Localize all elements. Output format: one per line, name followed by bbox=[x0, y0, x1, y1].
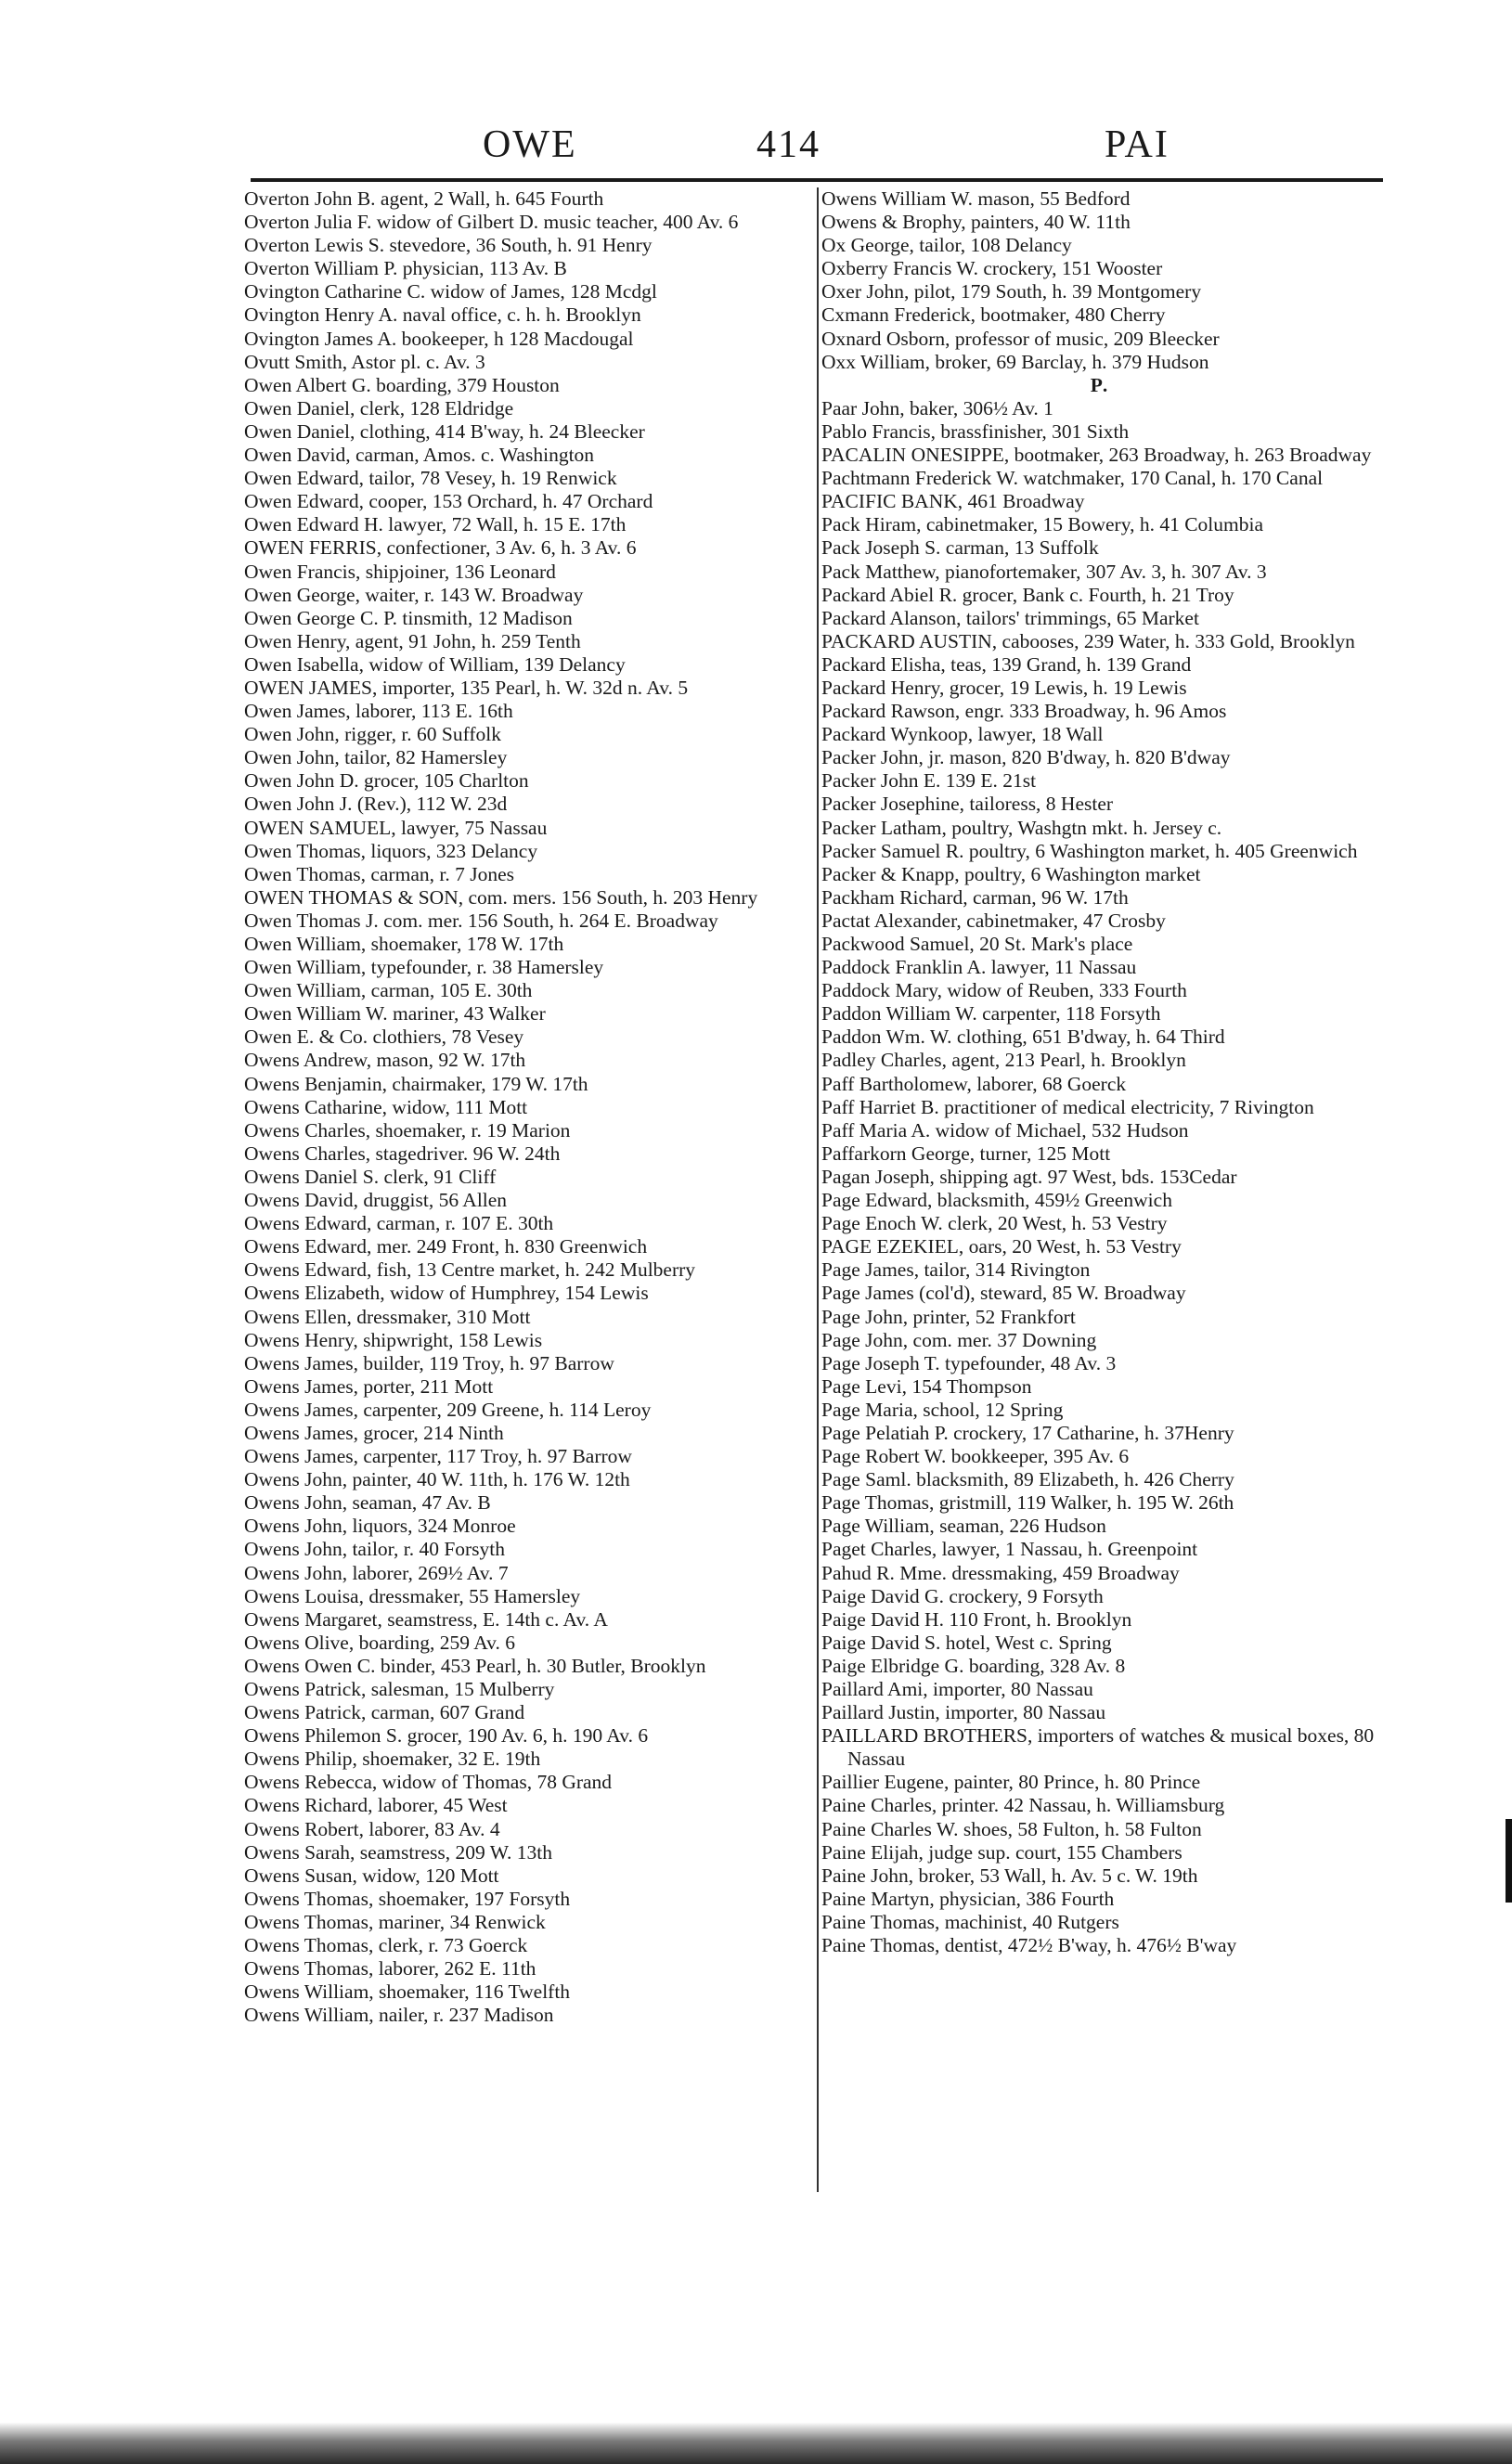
directory-entry: Pablo Francis, brassfinisher, 301 Sixth bbox=[821, 419, 1130, 443]
directory-entry: Owen William W. mariner, 43 Walker bbox=[244, 1002, 546, 1026]
directory-entry: Packer John, jr. mason, 820 B'dway, h. 820 B'dway bbox=[821, 746, 1231, 769]
directory-entry: Paine Thomas, dentist, 472½ B'way, h. 476½ B'way bbox=[821, 1934, 1237, 1957]
directory-entry: Paine Charles W. shoes, 58 Fulton, h. 58 Fulton bbox=[821, 1817, 1202, 1840]
directory-entry: Owen Edward H. lawyer, 72 Wall, h. 15 E. 17th bbox=[244, 513, 627, 536]
directory-entry: Paar John, baker, 306½ Av. 1 bbox=[821, 396, 1053, 419]
directory-entry: Paige Elbridge G. boarding, 328 Av. 8 bbox=[821, 1654, 1126, 1677]
directory-entry: Oxer John, pilot, 179 South, h. 39 Montgomery bbox=[821, 280, 1202, 303]
directory-entry: Owens James, carpenter, 117 Troy, h. 97 Barrow bbox=[244, 1445, 632, 1468]
directory-entry: Owens Richard, laborer, 45 West bbox=[244, 1794, 508, 1817]
directory-entry: Owens Philip, shoemaker, 32 E. 19th bbox=[244, 1748, 541, 1771]
directory-entry: Owen Thomas, carman, r. 7 Jones bbox=[244, 862, 514, 885]
directory-entry: Packard Alanson, tailors' trimmings, 65 Market bbox=[821, 606, 1199, 629]
directory-entry: Owens Robert, laborer, 83 Av. 4 bbox=[244, 1817, 500, 1840]
directory-entry: Owens Benjamin, chairmaker, 179 W. 17th bbox=[244, 1072, 588, 1095]
directory-entry: Packard Wynkoop, lawyer, 18 Wall bbox=[821, 723, 1104, 746]
directory-entry: Owens Charles, shoemaker, r. 19 Marion bbox=[244, 1118, 571, 1142]
directory-entry: Owen John, rigger, r. 60 Suffolk bbox=[244, 723, 502, 746]
directory-entry: Packer Samuel R. poultry, 6 Washington market, h. 405 Greenwich bbox=[821, 839, 1358, 862]
directory-entry: Owens Thomas, laborer, 262 E. 11th bbox=[244, 1957, 536, 1980]
directory-entry: Oxnard Osborn, professor of music, 209 Bleecker bbox=[821, 327, 1220, 350]
directory-entry: Page Enoch W. clerk, 20 West, h. 53 Vestry bbox=[821, 1212, 1168, 1235]
right-column-bottom bbox=[821, 397, 1378, 1957]
directory-entry: Owens Margaret, seamstress, E. 14th c. Av. A bbox=[244, 1607, 608, 1631]
directory-entry: Owens Susan, widow, 120 Mott bbox=[244, 1864, 499, 1887]
directory-entry: Overton Lewis S. stevedore, 36 South, h. 91 Henry bbox=[244, 234, 653, 257]
directory-entry: PAGE EZEKIEL, oars, 20 West, h. 53 Vestry bbox=[821, 1235, 1182, 1258]
directory-entry: Paine John, broker, 53 Wall, h. Av. 5 c. W. 19th bbox=[821, 1864, 1198, 1887]
directory-entry: Owens John, painter, 40 W. 11th, h. 176 W. 12th bbox=[244, 1468, 630, 1491]
directory-entry: Ovutt Smith, Astor pl. c. Av. 3 bbox=[244, 350, 485, 373]
header-left-guide: OWE bbox=[483, 123, 577, 166]
directory-entry: PAILLARD BROTHERS, importers of watches & musical boxes, 80 Nassau bbox=[821, 1724, 1375, 1771]
directory-entry: Owens Thomas, shoemaker, 197 Forsyth bbox=[244, 1887, 571, 1910]
directory-entry: Page Pelatiah P. crockery, 17 Catharine, h. 37Henry bbox=[821, 1421, 1234, 1444]
directory-entry: Owens James, builder, 119 Troy, h. 97 Barrow bbox=[244, 1351, 614, 1374]
directory-entry: Owen John, tailor, 82 Hamersley bbox=[244, 746, 508, 769]
directory-entry: Paillard Justin, importer, 80 Nassau bbox=[821, 1701, 1106, 1724]
directory-entry: Owen Henry, agent, 91 John, h. 259 Tenth bbox=[244, 629, 581, 652]
directory-entry: Owens James, porter, 211 Mott bbox=[244, 1374, 494, 1398]
directory-entry: Paddon William W. carpenter, 118 Forsyth bbox=[821, 1002, 1161, 1026]
directory-entry: Paine Thomas, machinist, 40 Rutgers bbox=[821, 1910, 1119, 1933]
directory-entry: Oxx William, broker, 69 Barclay, h. 379 Hudson bbox=[821, 350, 1209, 373]
directory-entry: Page John, printer, 52 Frankfort bbox=[821, 1305, 1076, 1328]
directory-entry: Paddock Mary, widow of Reuben, 333 Fourth bbox=[821, 979, 1187, 1002]
directory-entry: Owen John D. grocer, 105 Charlton bbox=[244, 769, 529, 793]
left-column bbox=[244, 187, 815, 2027]
directory-entry: Owens & Brophy, painters, 40 W. 11th bbox=[821, 211, 1131, 234]
directory-entry: Owens Rebecca, widow of Thomas, 78 Grand bbox=[244, 1771, 613, 1794]
directory-entry: Page William, seaman, 226 Hudson bbox=[821, 1515, 1106, 1538]
directory-entry: Page Edward, blacksmith, 459½ Greenwich bbox=[821, 1189, 1172, 1212]
directory-entry: Cxmann Frederick, bootmaker, 480 Cherry bbox=[821, 303, 1166, 327]
directory-entry: Packer John E. 139 E. 21st bbox=[821, 769, 1037, 793]
directory-entry: Packard Henry, grocer, 19 Lewis, h. 19 Lewis bbox=[821, 676, 1187, 699]
directory-entry: Page Robert W. bookkeeper, 395 Av. 6 bbox=[821, 1445, 1130, 1468]
directory-entry: Paddock Franklin A. lawyer, 11 Nassau bbox=[821, 956, 1137, 979]
directory-entry: Owen George C. P. tinsmith, 12 Madison bbox=[244, 606, 573, 629]
directory-entry: Pactat Alexander, cabinetmaker, 47 Crosby bbox=[821, 909, 1166, 932]
directory-entry: Ovington James A. bookeeper, h 128 Macdougal bbox=[244, 327, 634, 350]
directory-entry: OWEN SAMUEL, lawyer, 75 Nassau bbox=[244, 816, 548, 839]
column-divider bbox=[817, 187, 819, 2192]
directory-entry: Owens Catharine, widow, 111 Mott bbox=[244, 1095, 528, 1118]
directory-entry: PACALIN ONESIPPE, bootmaker, 263 Broadway, h. 263 Broadway bbox=[821, 444, 1372, 467]
directory-entry: Owen Daniel, clothing, 414 B'way, h. 24 Bleecker bbox=[244, 419, 645, 443]
directory-entry: Owen Edward, cooper, 153 Orchard, h. 47 Orchard bbox=[244, 490, 653, 513]
directory-entry: Page Joseph T. typefounder, 48 Av. 3 bbox=[821, 1351, 1117, 1374]
directory-entry: Owen Daniel, clerk, 128 Eldridge bbox=[244, 396, 514, 419]
directory-entry: Paillier Eugene, painter, 80 Prince, h. 80 Prince bbox=[821, 1771, 1201, 1794]
directory-entry: Overton Julia F. widow of Gilbert D. music teacher, 400 Av. 6 bbox=[244, 211, 739, 234]
directory-entry: Owens Sarah, seamstress, 209 W. 13th bbox=[244, 1840, 553, 1864]
directory-entry: Pagan Joseph, shipping agt. 97 West, bds. 153Cedar bbox=[821, 1165, 1237, 1188]
directory-entry: Page John, com. mer. 37 Downing bbox=[821, 1328, 1097, 1351]
directory-entry: Owen David, carman, Amos. c. Washington bbox=[244, 444, 595, 467]
directory-entry: Paff Harriet B. practitioner of medical electricity, 7 Rivington bbox=[821, 1095, 1314, 1118]
directory-entry: Page Saml. blacksmith, 89 Elizabeth, h. 426 Cherry bbox=[821, 1468, 1234, 1491]
header-rule bbox=[251, 178, 1383, 182]
directory-entry: Owen E. & Co. clothiers, 78 Vesey bbox=[244, 1026, 524, 1049]
page-header bbox=[251, 119, 1383, 171]
directory-entry: Owens John, tailor, r. 40 Forsyth bbox=[244, 1538, 506, 1561]
directory-entry: Packer Latham, poultry, Washgtn mkt. h. Jersey c. bbox=[821, 816, 1222, 839]
directory-entry: Owens William, nailer, r. 237 Madison bbox=[244, 2004, 554, 2027]
directory-entry: Padley Charles, agent, 213 Pearl, h. Brooklyn bbox=[821, 1049, 1186, 1072]
directory-entry: Oxberry Francis W. crockery, 151 Wooster bbox=[821, 257, 1163, 280]
directory-entry: Owens Henry, shipwright, 158 Lewis bbox=[244, 1328, 543, 1351]
directory-entry: Owen Thomas, liquors, 323 Delancy bbox=[244, 839, 538, 862]
directory-entry: Owens James, carpenter, 209 Greene, h. 114 Leroy bbox=[244, 1398, 652, 1421]
directory-entry: Owens Charles, stagedriver. 96 W. 24th bbox=[244, 1142, 561, 1165]
directory-entry: Owens Daniel S. clerk, 91 Cliff bbox=[244, 1165, 497, 1188]
header-right-guide: PAI bbox=[1105, 123, 1170, 166]
directory-entry: Owen William, typefounder, r. 38 Hamersley bbox=[244, 956, 604, 979]
directory-entry: OWEN JAMES, importer, 135 Pearl, h. W. 32d n. Av. 5 bbox=[244, 676, 689, 699]
directory-entry: Packwood Samuel, 20 St. Mark's place bbox=[821, 933, 1133, 955]
directory-entry: Ovington Catharine C. widow of James, 128 Mcdgl bbox=[244, 280, 657, 303]
directory-entry: Owens John, seaman, 47 Av. B bbox=[244, 1491, 491, 1515]
right-column bbox=[821, 187, 1378, 1957]
directory-entry: Owens Philemon S. grocer, 190 Av. 6, h. 190 Av. 6 bbox=[244, 1724, 649, 1748]
directory-entry: Owen Francis, shipjoiner, 136 Leonard bbox=[244, 560, 556, 583]
directory-entry: Ovington Henry A. naval office, c. h. h. Brooklyn bbox=[244, 303, 641, 327]
directory-entry: Owens Olive, boarding, 259 Av. 6 bbox=[244, 1631, 516, 1654]
directory-entry: OWEN THOMAS & SON, com. mers. 156 South, h. 203 Henry bbox=[244, 885, 758, 909]
scan-edge-mark bbox=[1506, 1819, 1512, 1903]
directory-entry: Packer & Knapp, poultry, 6 Washington market bbox=[821, 862, 1201, 885]
directory-entry: PACKARD AUSTIN, cabooses, 239 Water, h. 333 Gold, Brooklyn bbox=[821, 629, 1355, 652]
directory-entry: OWEN FERRIS, confectioner, 3 Av. 6, h. 3 Av. 6 bbox=[244, 536, 637, 560]
directory-entry: Page James, tailor, 314 Rivington bbox=[821, 1258, 1091, 1282]
directory-entry: Owens Edward, fish, 13 Centre market, h. 242 Mulberry bbox=[244, 1258, 696, 1282]
directory-entry: Owens Edward, carman, r. 107 E. 30th bbox=[244, 1212, 554, 1235]
directory-entry: Owen Isabella, widow of William, 139 Delancy bbox=[244, 652, 626, 676]
directory-entry: Owens William, shoemaker, 116 Twelfth bbox=[244, 1980, 571, 2004]
directory-entry: Paine Martyn, physician, 386 Fourth bbox=[821, 1887, 1115, 1910]
directory-entry: Pack Joseph S. carman, 13 Suffolk bbox=[821, 536, 1099, 560]
directory-entry: Owen Albert G. boarding, 379 Houston bbox=[244, 373, 560, 396]
directory-entry: Ox George, tailor, 108 Delancy bbox=[821, 234, 1072, 257]
directory-entry: Paine Elijah, judge sup. court, 155 Chambers bbox=[821, 1840, 1182, 1864]
directory-entry: Paige David G. crockery, 9 Forsyth bbox=[821, 1584, 1104, 1607]
directory-entry: Owens David, druggist, 56 Allen bbox=[244, 1189, 508, 1212]
directory-entry: Overton John B. agent, 2 Wall, h. 645 Fourth bbox=[244, 187, 604, 210]
directory-entry: Page James (col'd), steward, 85 W. Broadway bbox=[821, 1282, 1186, 1305]
right-column-top bbox=[821, 187, 1378, 374]
directory-entry: Owens Andrew, mason, 92 W. 17th bbox=[244, 1049, 526, 1072]
directory-entry: Paff Maria A. widow of Michael, 532 Hudson bbox=[821, 1118, 1189, 1142]
directory-entry: Packham Richard, carman, 96 W. 17th bbox=[821, 885, 1129, 909]
directory-entry: Packard Rawson, engr. 333 Broadway, h. 96 Amos bbox=[821, 700, 1227, 723]
directory-entry: Pahud R. Mme. dressmaking, 459 Broadway bbox=[821, 1561, 1180, 1584]
directory-entry: Packer Josephine, tailoress, 8 Hester bbox=[821, 793, 1114, 816]
directory-entry: Paige David S. hotel, West c. Spring bbox=[821, 1631, 1112, 1654]
directory-entry: Paddon Wm. W. clothing, 651 B'dway, h. 64 Third bbox=[821, 1026, 1225, 1049]
directory-entry: Owens Edward, mer. 249 Front, h. 830 Greenwich bbox=[244, 1235, 648, 1258]
directory-entry: Owens Louisa, dressmaker, 55 Hamersley bbox=[244, 1584, 581, 1607]
directory-entry: Pack Matthew, pianofortemaker, 307 Av. 3, h. 307 Av. 3 bbox=[821, 560, 1267, 583]
directory-entry: Owen George, waiter, r. 143 W. Broadway bbox=[244, 583, 584, 606]
directory-entry: Owen William, shoemaker, 178 W. 17th bbox=[244, 933, 564, 955]
directory-entry: Owens James, grocer, 214 Ninth bbox=[244, 1421, 504, 1444]
directory-entry: Overton William P. physician, 113 Av. B bbox=[244, 257, 567, 280]
directory-entry: Paff Bartholomew, laborer, 68 Goerck bbox=[821, 1072, 1127, 1095]
directory-entry: Paffarkorn George, turner, 125 Mott bbox=[821, 1142, 1111, 1165]
directory-entry: Pachtmann Frederick W. watchmaker, 170 Canal, h. 170 Canal bbox=[821, 467, 1324, 490]
directory-entry: Owens John, liquors, 324 Monroe bbox=[244, 1515, 516, 1538]
scan-bottom-edge bbox=[0, 2422, 1512, 2464]
directory-entry: Owens Elizabeth, widow of Humphrey, 154 Lewis bbox=[244, 1282, 649, 1305]
directory-entry: Owen Edward, tailor, 78 Vesey, h. 19 Renwick bbox=[244, 467, 617, 490]
directory-entry: Paine Charles, printer. 42 Nassau, h. Williamsburg bbox=[821, 1794, 1225, 1817]
directory-entry: Paillard Ami, importer, 80 Nassau bbox=[821, 1678, 1093, 1700]
directory-entry: Owens Ellen, dressmaker, 310 Mott bbox=[244, 1305, 531, 1328]
page-number: 414 bbox=[756, 123, 821, 166]
directory-entry: Owens John, laborer, 269½ Av. 7 bbox=[244, 1561, 509, 1584]
directory-entry: Packard Elisha, teas, 139 Grand, h. 139 Grand bbox=[821, 652, 1192, 676]
directory-entry: Owens Thomas, mariner, 34 Renwick bbox=[244, 1910, 546, 1933]
directory-entry: Owens Patrick, carman, 607 Grand bbox=[244, 1701, 525, 1724]
directory-entry: Owens Thomas, clerk, r. 73 Goerck bbox=[244, 1934, 528, 1957]
directory-entry: Owen John J. (Rev.), 112 W. 23d bbox=[244, 793, 508, 816]
directory-entry: Owen James, laborer, 113 E. 16th bbox=[244, 700, 513, 723]
directory-entry: Owen William, carman, 105 E. 30th bbox=[244, 979, 533, 1002]
directory-entry: Paget Charles, lawyer, 1 Nassau, h. Greenpoint bbox=[821, 1538, 1198, 1561]
directory-entry: Page Maria, school, 12 Spring bbox=[821, 1398, 1064, 1421]
directory-entry: Page Thomas, gristmill, 119 Walker, h. 195 W. 26th bbox=[821, 1491, 1234, 1515]
directory-entry: Owens William W. mason, 55 Bedford bbox=[821, 187, 1131, 210]
section-letter: P. bbox=[1090, 373, 1110, 396]
directory-entry: Packard Abiel R. grocer, Bank c. Fourth, h. 21 Troy bbox=[821, 583, 1234, 606]
directory-entry: Owen Thomas J. com. mer. 156 South, h. 264 E. Broadway bbox=[244, 909, 718, 932]
directory-entry: Page Levi, 154 Thompson bbox=[821, 1374, 1032, 1398]
directory-entry: Owens Owen C. binder, 453 Pearl, h. 30 Butler, Brooklyn bbox=[244, 1654, 706, 1677]
directory-entry: Pack Hiram, cabinetmaker, 15 Bowery, h. 41 Columbia bbox=[821, 513, 1264, 536]
directory-entry: Paige David H. 110 Front, h. Brooklyn bbox=[821, 1607, 1132, 1631]
directory-entry: Owens Patrick, salesman, 15 Mulberry bbox=[244, 1678, 555, 1700]
directory-entry: PACIFIC BANK, 461 Broadway bbox=[821, 490, 1085, 513]
